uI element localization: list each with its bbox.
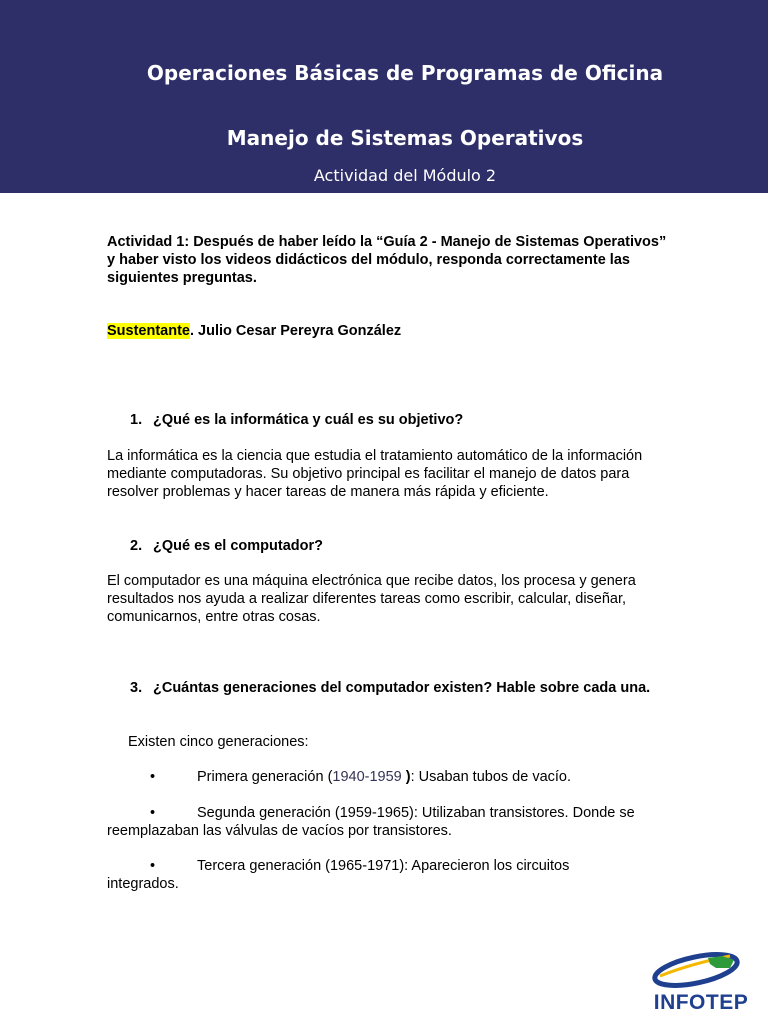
question-number: 3.: [130, 680, 143, 696]
course-subtitle: Manejo de Sistemas Operativos: [226, 126, 584, 150]
generation-label: Primera generación (: [197, 769, 333, 785]
course-title: Operaciones Básicas de Programas de Oficina: [146, 61, 664, 85]
presenter-line: [107, 322, 667, 340]
generation-text-line1: Segunda generación (1959-1965): Utilizaban transistores. Donde se: [197, 805, 635, 821]
generation-years: 1940-1959: [332, 769, 402, 785]
question-text: ¿Qué es el computador?: [153, 538, 323, 554]
logo-text: INFOTEP: [653, 991, 749, 1014]
logo-orbit: [652, 949, 740, 992]
question-text: ¿Qué es la informática y cuál es su objetivo?: [153, 412, 464, 428]
generation-item-2: [107, 804, 667, 840]
answer-3: Existen cinco generaciones:: [128, 734, 309, 750]
bullet: •: [150, 769, 156, 785]
activity-label: Actividad del Módulo 2: [313, 166, 497, 185]
generation-desc: : Usaban tubos de vacío.: [410, 769, 572, 785]
generation-item-3: [107, 857, 667, 893]
question-text: ¿Cuántas generaciones del computador existen? Hable sobre cada una.: [153, 680, 651, 696]
question-3: [130, 679, 670, 715]
answer-1: La informática es la ciencia que estudia el tratamiento automático de la información mediante computadoras. Su objetivo principal es facilitar el manejo de datos para resolver problemas y hacer tareas de manera más rápida y eficiente.: [107, 448, 643, 500]
answer-2: El computador es una máquina electrónica que recibe datos, los procesa y genera resultados nos ayuda a realizar diferentes tareas como escribir, calcular, diseñar, comunicarnos, entre otras cosas.: [107, 573, 636, 625]
presenter-name: . Julio Cesar Pereyra González: [190, 323, 402, 339]
activity-instructions: Actividad 1: Después de haber leído la “Guía 2 - Manejo de Sistemas Operativos” y haber visto los videos didácticos del módulo, responda correctamente las siguientes preguntas.: [107, 234, 667, 286]
generation-close: ): [401, 769, 411, 785]
document-header: [0, 0, 768, 193]
question-2: [130, 537, 670, 555]
bullet: •: [150, 858, 156, 874]
generation-text-line2: integrados.: [107, 876, 179, 892]
question-number: 1.: [130, 412, 143, 428]
question-1: [130, 411, 670, 429]
generation-text-line1: Tercera generación (1965-1971): Aparecieron los circuitos: [197, 858, 570, 874]
question-number: 2.: [130, 538, 143, 554]
presenter-label: Sustentante: [107, 323, 190, 339]
generation-text-line2: reemplazaban las válvulas de vacíos por transistores.: [107, 823, 452, 839]
bullet: •: [150, 805, 156, 821]
